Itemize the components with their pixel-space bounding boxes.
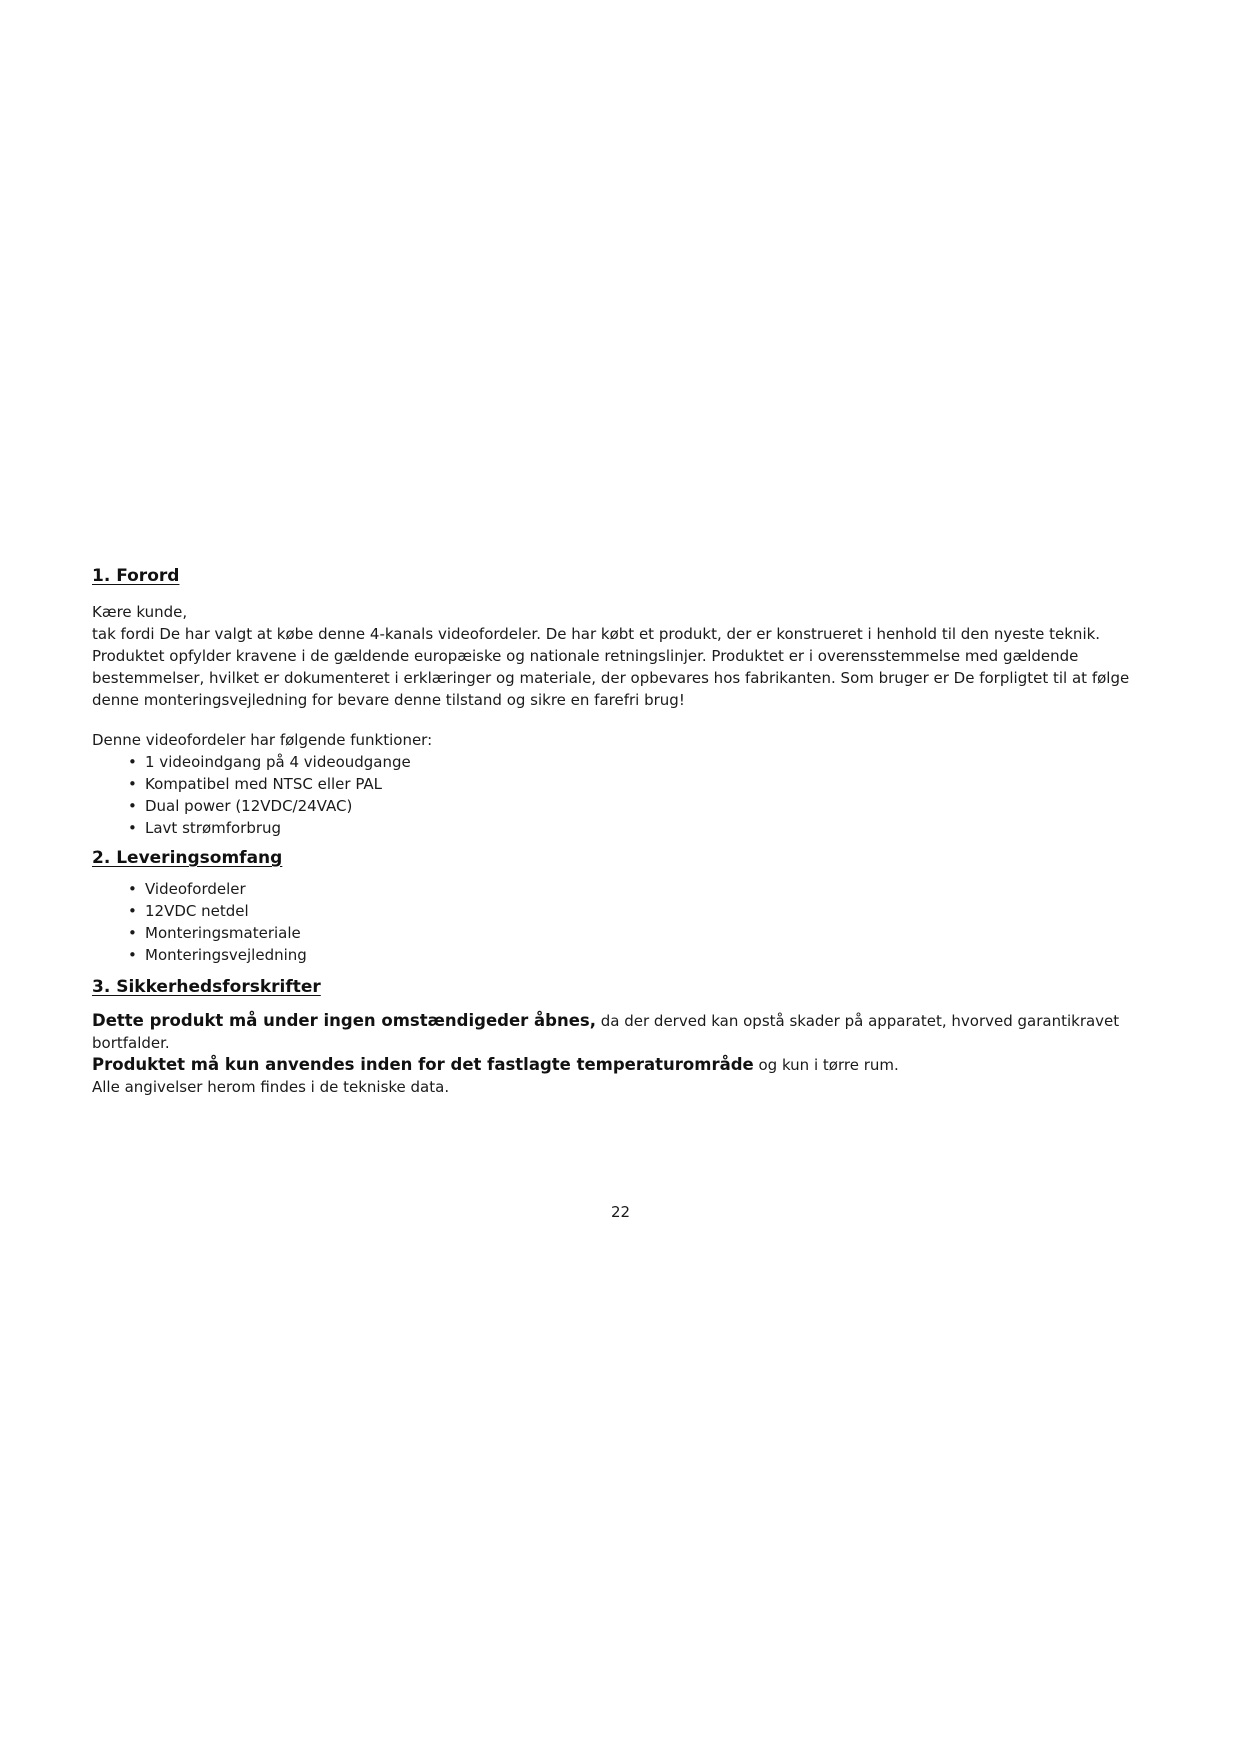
- section-sikkerhed: [92, 977, 1152, 1098]
- features-list: [92, 751, 1152, 839]
- page-number: 22: [610, 1203, 631, 1221]
- warning-open-bold: Dette produkt må under ingen omstændigeder åbnes,: [92, 1011, 596, 1030]
- section-title-leveringsomfang: 2. Leveringsomfang: [92, 848, 283, 868]
- warning-open: [92, 1010, 1152, 1054]
- list-item: • 1 videoindgang på 4 videoudgange: [92, 751, 1152, 773]
- section-leveringsomfang: [92, 848, 1152, 966]
- page-content: [92, 566, 1152, 1098]
- list-item: • 12VDC netdel: [92, 900, 1152, 922]
- warning-temperature-bold: Produktet må kun anvendes inden for det fastlagte temperaturområde: [92, 1055, 754, 1074]
- list-item: • Videofordeler: [92, 878, 1152, 900]
- warning-temperature-rest: og kun i tørre rum.: [753, 1056, 899, 1074]
- greeting: Kære kunde,: [92, 603, 188, 621]
- list-item: • Monteringsmateriale: [92, 922, 1152, 944]
- warning-temperature: [92, 1054, 1152, 1076]
- section-title-sikkerhed: 3. Sikkerhedsforskrifter: [92, 977, 321, 997]
- delivery-list: [92, 878, 1152, 966]
- warning-open-rest: da der derved kan opstå skader på apparatet, hvorved garantikravet bortfalder.: [92, 1012, 1120, 1052]
- technical-data-note: Alle angivelser herom findes i de tekniske data.: [92, 1078, 450, 1096]
- forord-body: tak fordi De har valgt at købe denne 4-kanals videofordeler. De har købt et produkt, der er konstrueret i henhold til den nyeste teknik. Produktet opfylder kravene i de gældende europæiske og nationale retningslinjer. Produktet er i overensstemmelse med gældende bestemmelser, hvilket er dokumenteret i erklæringer og materiale, der opbevares hos fabrikanten. Som bruger er De forpligtet til at følge denne monteringsvejledning for bevare denne tilstand og sikre en farefri brug!: [92, 625, 1130, 709]
- section-title-forord: 1. Forord: [92, 566, 180, 586]
- list-item: • Dual power (12VDC/24VAC): [92, 795, 1152, 817]
- list-item: • Lavt strømforbrug: [92, 817, 1152, 839]
- features-intro: Denne videofordeler har følgende funktioner:: [92, 731, 433, 749]
- list-item: • Monteringsvejledning: [92, 944, 1152, 966]
- section-forord: [92, 566, 1152, 839]
- list-item: • Kompatibel med NTSC eller PAL: [92, 773, 1152, 795]
